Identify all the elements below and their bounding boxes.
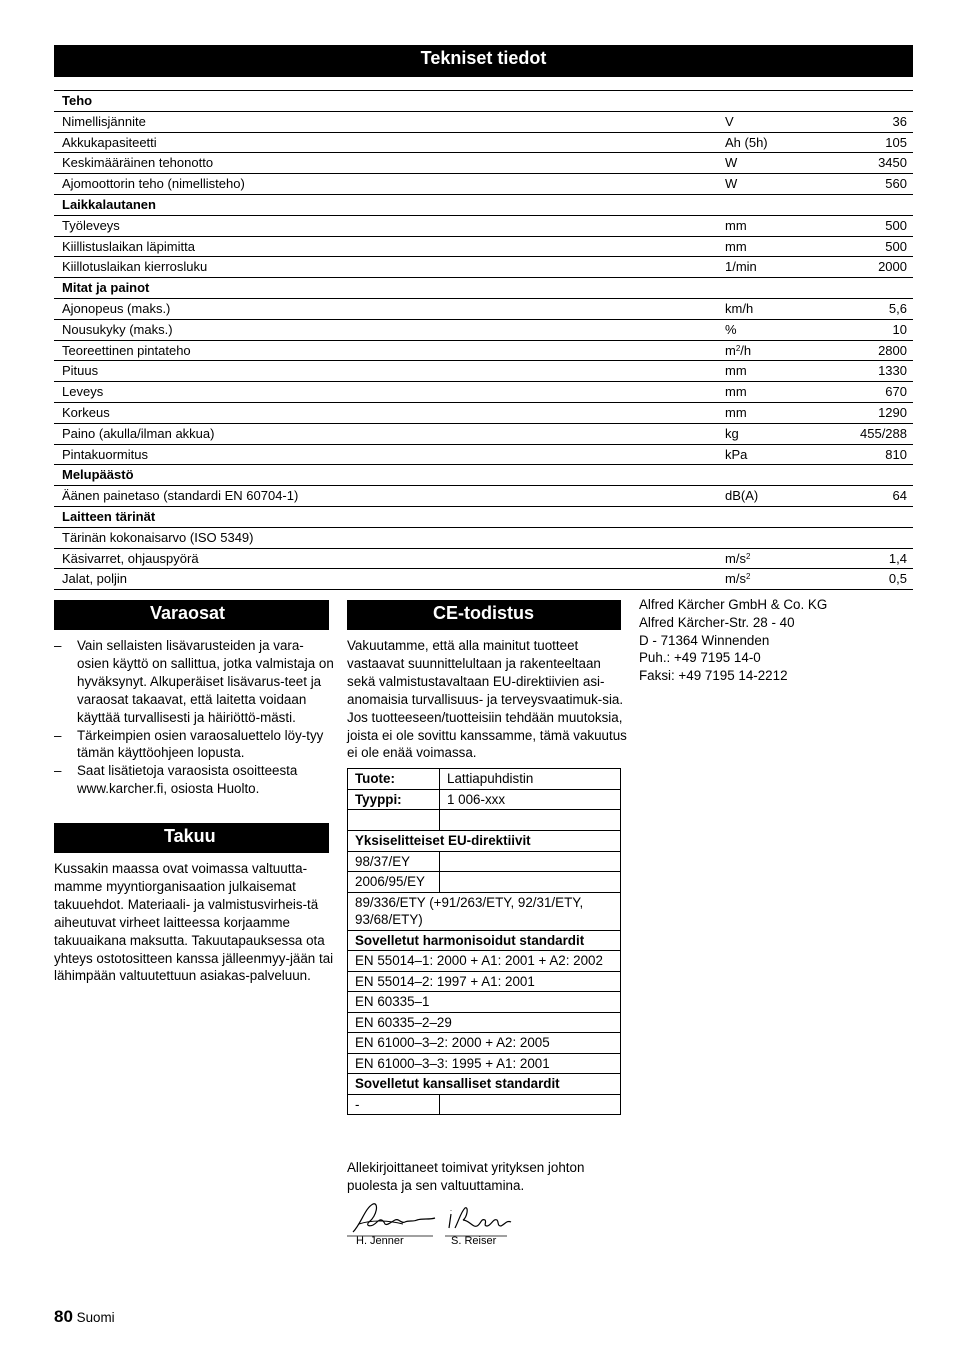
spec-value: 455/288 bbox=[860, 425, 907, 441]
spec-unit: W bbox=[725, 155, 738, 171]
list-item-text: Saat lisätietoja varaosista osoitteesta www.karcher.fi, osiosta Huolto. bbox=[77, 763, 298, 797]
spec-label: Ajomoottorin teho (nimellisteho) bbox=[62, 176, 245, 192]
spec-value: 2000 bbox=[878, 259, 907, 275]
signature-jenner-underline bbox=[359, 1221, 403, 1224]
spec-row bbox=[54, 112, 913, 133]
spec-unit: kg bbox=[725, 425, 739, 441]
spare-parts-list bbox=[54, 637, 334, 798]
spec-row bbox=[54, 153, 913, 174]
spec-section-row bbox=[54, 507, 913, 528]
standard-item: EN 61000–3–3: 1995 + A1: 2001 bbox=[348, 1053, 621, 1074]
table-row bbox=[348, 851, 621, 872]
spec-unit: V bbox=[725, 113, 734, 129]
spec-value: 1,4 bbox=[888, 550, 907, 566]
company-address bbox=[639, 596, 899, 685]
tech-data-title: Tekniset tiedot bbox=[54, 45, 913, 77]
spec-value: 670 bbox=[885, 384, 907, 400]
type-label: Tyyppi: bbox=[348, 789, 440, 810]
table-row bbox=[348, 930, 621, 951]
directive-item: 98/37/EY bbox=[348, 851, 440, 872]
spec-unit: kPa bbox=[725, 446, 748, 462]
standard-item: EN 60335–2–29 bbox=[348, 1012, 621, 1033]
page-number: 80 bbox=[54, 1307, 73, 1326]
spec-value: 1330 bbox=[878, 363, 907, 379]
table-row bbox=[348, 1053, 621, 1074]
spec-value: 2800 bbox=[878, 342, 907, 358]
list-dash: – bbox=[54, 763, 62, 779]
tech-spec-table bbox=[54, 90, 913, 590]
spec-label: Nimellisjännite bbox=[62, 113, 146, 129]
ce-declaration-title: CE-todistus bbox=[347, 600, 621, 630]
spec-section-label: Laitteen tärinät bbox=[62, 508, 156, 524]
spec-label: Käsivarret, ohjauspyörä bbox=[62, 550, 199, 566]
spec-label: Pintakuormitus bbox=[62, 446, 148, 462]
signature-reiser-stroke bbox=[449, 1208, 511, 1228]
spec-label: Ajonopeus (maks.) bbox=[62, 300, 171, 316]
table-cell bbox=[440, 1094, 621, 1115]
table-row bbox=[348, 1094, 621, 1115]
spec-row bbox=[54, 382, 913, 403]
spec-row bbox=[54, 174, 913, 195]
spec-unit: Ah (5h) bbox=[725, 134, 768, 150]
spec-label: Jalat, poljin bbox=[62, 571, 128, 587]
spec-row bbox=[54, 569, 913, 590]
address-line: Alfred Kärcher-Str. 28 - 40 bbox=[639, 614, 795, 630]
signature-jenner-stroke bbox=[353, 1204, 435, 1232]
table-row bbox=[348, 769, 621, 790]
spec-unit: mm bbox=[725, 404, 747, 420]
standard-item: EN 55014–1: 2000 + A1: 2001 + A2: 2002 bbox=[348, 951, 621, 972]
list-item bbox=[54, 727, 334, 763]
spec-unit: $m/s^2$ bbox=[725, 550, 751, 566]
spec-unit: mm bbox=[725, 363, 747, 379]
ce-declaration-table bbox=[347, 768, 621, 1115]
product-value: Lattiapuhdistin bbox=[440, 769, 621, 790]
spec-label: Nousukyky (maks.) bbox=[62, 321, 173, 337]
footer-language: Suomi bbox=[76, 1310, 115, 1325]
spec-label: Paino (akulla/ilman akkua) bbox=[62, 425, 215, 441]
spec-value: 0,5 bbox=[888, 571, 907, 587]
spec-row bbox=[54, 424, 913, 445]
spec-label: Leveys bbox=[62, 384, 104, 400]
spec-unit: $m/s^2$ bbox=[725, 571, 751, 587]
list-item-text: Tärkeimpien osien varaosaluettelo löy-tyy tämän käyttöohjeen lopusta. bbox=[77, 727, 324, 761]
list-item bbox=[54, 762, 334, 798]
national-heading: Sovelletut kansalliset standardit bbox=[348, 1074, 621, 1095]
spec-value: 64 bbox=[892, 488, 907, 504]
spec-section-label: Laikkalautanen bbox=[62, 196, 156, 212]
spec-label: Akkukapasiteetti bbox=[62, 134, 157, 150]
spec-label: Kiillotuslaikan kierrosluku bbox=[62, 259, 208, 275]
signer-name: H. Jenner bbox=[356, 1235, 404, 1247]
spec-label: Teoreettinen pintateho bbox=[62, 342, 191, 358]
list-item bbox=[54, 637, 334, 727]
directive-item: 89/336/ETY (+91/263/ETY, 92/31/ETY, 93/68/ETY) bbox=[348, 892, 621, 930]
spec-row bbox=[54, 216, 913, 237]
spec-label: Keskimääräinen tehonotto bbox=[62, 155, 214, 171]
spare-parts-title: Varaosat bbox=[54, 600, 329, 630]
spec-unit: mm bbox=[725, 238, 747, 254]
table-row bbox=[348, 951, 621, 972]
signatures bbox=[347, 1198, 527, 1250]
spec-row bbox=[54, 445, 913, 466]
spec-value: 10 bbox=[892, 321, 907, 337]
ce-intro-text: Vakuutamme, että alla mainitut tuotteet vastaavat suunnittelultaan ja rakenteeltaan sekä valmistustavaltaan EU-direktiivien asi-anomaisia turvallisuus- ja terveysvaatimuk-sia. Jos tuotteeseen/tuotteisiin tehdään muutoksia, joista ei ole sovittu kanssamme, tämä vakuutus ei ole enää voimassa. bbox=[347, 638, 627, 761]
address-line: Alfred Kärcher GmbH & Co. KG bbox=[639, 597, 828, 612]
table-cell bbox=[440, 872, 621, 893]
table-row bbox=[348, 892, 621, 930]
spec-unit: km/h bbox=[725, 300, 754, 316]
list-dash: – bbox=[54, 638, 62, 653]
spec-row bbox=[54, 528, 913, 549]
address-line: Faksi: +49 7195 14-2212 bbox=[639, 668, 788, 684]
address-line: Puh.: +49 7195 14-0 bbox=[639, 650, 761, 666]
spec-value: 500 bbox=[885, 217, 907, 233]
spec-label: Pituus bbox=[62, 363, 99, 379]
spec-label: Kiillistuslaikan läpimitta bbox=[62, 238, 195, 254]
spec-row bbox=[54, 549, 913, 570]
table-row bbox=[348, 1033, 621, 1054]
spec-row bbox=[54, 237, 913, 258]
spec-unit: 1/min bbox=[725, 259, 757, 275]
spec-section-row bbox=[54, 278, 913, 299]
standard-item: EN 60335–1 bbox=[348, 992, 621, 1013]
spec-value: 560 bbox=[885, 176, 907, 192]
spec-row bbox=[54, 341, 913, 362]
spec-unit: % bbox=[725, 321, 737, 337]
national-value: - bbox=[348, 1094, 440, 1115]
spec-row bbox=[54, 133, 913, 154]
list-item-text: Vain sellaisten lisävarusteiden ja vara-osien käyttö on sallittua, jotka valmistaja on hyväksynyt. Alkuperäiset lisävarus-teet ja varaosat takaavat, että laitetta voidaan käyttää turvallisesti ja häiriöttö-mästi. bbox=[77, 638, 334, 725]
spec-value: 1290 bbox=[878, 404, 907, 420]
spec-label: Tärinän kokonaisarvo (ISO 5349) bbox=[62, 529, 254, 545]
signing-text: Allekirjoittaneet toimivat yrityksen johton puolesta ja sen valtuuttamina. bbox=[347, 1160, 585, 1193]
standard-item: EN 61000–3–2: 2000 + A2: 2005 bbox=[348, 1033, 621, 1054]
spec-row bbox=[54, 486, 913, 507]
spec-unit: $m^2/h$ bbox=[725, 342, 752, 358]
type-value: 1 006-xxx bbox=[440, 789, 621, 810]
spec-label: Äänen painetaso (standardi EN 60704-1) bbox=[62, 488, 299, 504]
table-cell bbox=[348, 810, 440, 831]
spec-value: 36 bbox=[892, 113, 907, 129]
warranty-title: Takuu bbox=[54, 823, 329, 853]
spec-row bbox=[54, 361, 913, 382]
table-row bbox=[348, 789, 621, 810]
directives-heading: Yksiselitteiset EU-direktiivit bbox=[348, 831, 621, 852]
spec-value: 3450 bbox=[878, 155, 907, 171]
table-row bbox=[348, 872, 621, 893]
directive-item: 2006/95/EY bbox=[348, 872, 440, 893]
spec-label: Työleveys bbox=[62, 217, 120, 233]
page-footer bbox=[54, 1307, 115, 1327]
spec-label: Korkeus bbox=[62, 404, 110, 420]
table-cell bbox=[440, 851, 621, 872]
spec-section-row bbox=[54, 465, 913, 486]
spec-row bbox=[54, 320, 913, 341]
harmonised-heading: Sovelletut harmonisoidut standardit bbox=[348, 930, 621, 951]
spec-row bbox=[54, 403, 913, 424]
address-line: D - 71364 Winnenden bbox=[639, 632, 770, 648]
table-row bbox=[348, 810, 621, 831]
table-row bbox=[348, 1074, 621, 1095]
spec-unit: mm bbox=[725, 384, 747, 400]
signer-name: S. Reiser bbox=[451, 1235, 497, 1247]
spec-unit: dB(A) bbox=[725, 488, 759, 504]
product-label: Tuote: bbox=[348, 769, 440, 790]
table-row bbox=[348, 1012, 621, 1033]
signature-image bbox=[347, 1198, 527, 1238]
table-row bbox=[348, 831, 621, 852]
table-cell bbox=[440, 810, 621, 831]
warranty-text: Kussakin maassa ovat voimassa valtuutta-mamme myyntiorganisaation julkaisemat takuuehdot. Materiaali- ja valmistusvirheis-tä aiheutuvat virheet laitteessa korjaamme takuuaikana maksutta. Takuutapauksessa ota yhteys ostotositteen kanssa jälleenmyy-jään tai lähimpään valtuutettuun asiakas-palveluun. bbox=[54, 861, 334, 984]
spec-section-row bbox=[54, 195, 913, 216]
spec-value: 500 bbox=[885, 238, 907, 254]
spec-value: 810 bbox=[885, 446, 907, 462]
spec-section-label: Melupäästö bbox=[62, 467, 134, 483]
spec-unit: mm bbox=[725, 217, 747, 233]
table-row bbox=[348, 971, 621, 992]
list-dash: – bbox=[54, 727, 62, 743]
spec-value: 5,6 bbox=[888, 300, 907, 316]
standard-item: EN 55014–2: 1997 + A1: 2001 bbox=[348, 971, 621, 992]
spec-row bbox=[54, 299, 913, 320]
spec-section-row bbox=[54, 91, 913, 112]
table-row bbox=[348, 992, 621, 1013]
spec-section-label: Teho bbox=[62, 93, 93, 108]
spec-row bbox=[54, 257, 913, 278]
spec-unit: W bbox=[725, 176, 738, 192]
spec-value: 105 bbox=[885, 134, 907, 150]
spec-section-label: Mitat ja painot bbox=[62, 280, 150, 296]
